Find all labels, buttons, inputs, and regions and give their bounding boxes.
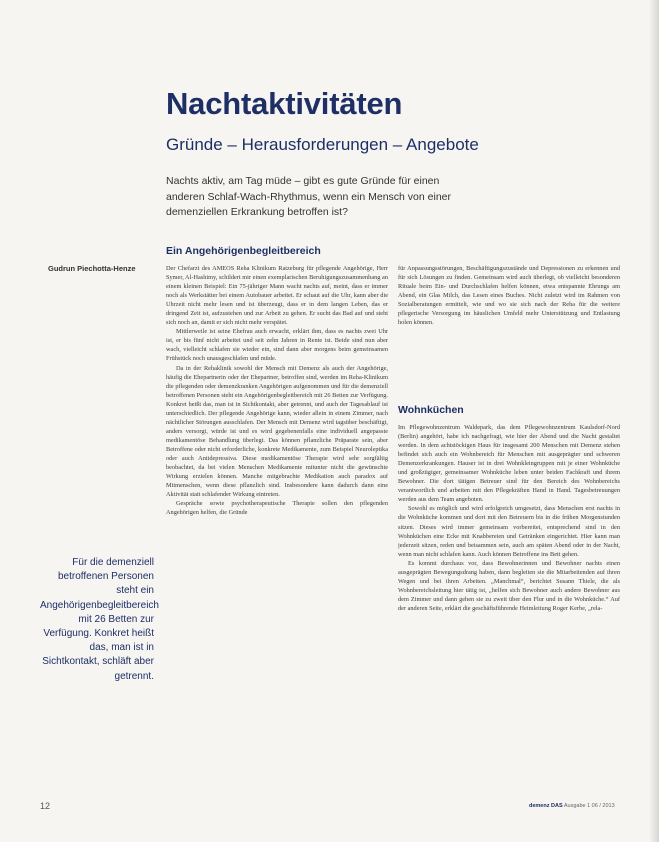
column-1 [166, 264, 388, 796]
column-2-top [398, 264, 620, 394]
paragraph: Da in der Rehaklinik sowohl der Mensch mit Demenz als auch der Angehörige, häufig die Ehepartnerin oder der Ehepartner, betroffen sind, werden im Reha-Klinikum die pflegenden oder demenzkranken Angehörigen aufgenommen und für die demenziell betroffenen Personen steht ein Angehörigenbegleitbereich mit 26 Betten zur Verfügung. Konkret heißt das, man ist in Sichtkontakt, aber getrennt, und auch der Tagesablauf ist unterschiedlich. Der pflegende Angehörige kann, wieder allein in einem Zimmer, nach nächtlicher Störungen ausschlafen. Der Mensch mit Demenz wird tagsüber beschäftigt, anders versorgt, würde ist und es wird gegebenenfalls eine individuell angepasste medikamentöse Behandlung überlegt. Das können pflanzliche Präparate sein, aber Betroffene oder nicht erforderliche, konkrete Medikamente, zum Beispiel Neuroleptika oder auch Antidepressiva. Diese medikamentöse Therapie wird sehr sorgfältig beobachtet, da bei vielen Menschen Medikamente mitunter nicht die gewünschte Wirkung erzielen können. Manche mitgebrachte Medikation auch paradox auf Mitmenschen, wenn diese pflanzlich sind. Insbesondere kann dadurch dann eine Aktivität statt schlafender Wirkung eintreten. [166, 364, 388, 499]
column-2-bottom [398, 423, 620, 796]
article-intro: Nachts aktiv, am Tag müde – gibt es gute Gründe für einen anderen Schlaf-Wach-Rhythmus, wenn ein Mensch von einer demenziellen Erkrankung betroffen ist? [166, 175, 452, 218]
paragraph: Der Chefarzt des AMEOS Reha Klinikum Ratzeburg für pflegende Angehörige, Herr Symer, Al-Hashimy, schildert mir einen exemplarischen Beruhigungszusammenhang an einem kleinen Beispiel: Ein 75-jähriger Mann wacht nachts auf, meint, dass er immer noch als Werkstätter bei einem Autobauer arbeitet. Er schaut auf die Uhr, kann aber die Uhrzeit nicht mehr lesen und ist überzeugt, dass er in dem langen Leben, das er dringend Zeit ist, aufzustehen und zur Arbeit zu gehen. Er sucht das Bad auf und steht sich noch an, damit er sich nicht mehr verspätet. [166, 265, 388, 327]
binding-shadow [649, 0, 659, 842]
article-subtitle: Gründe – Herausforderungen – Angebote [166, 135, 479, 154]
paragraph: für Anpassungsstörungen, Beschäftigungszustände und Depressionen zu erkennen und für sich Lösungen zu finden. Gemeinsam wird auch überlegt, ob vielleicht besonderen Rituale beim Ein- und Durchschlafen helfen können, etwa entspannte Ehrungs am Abend, ein Glas Milch, das Lesen eines Buches. Nicht zuletzt wird im Rahmen von Sozialberatungen ermittelt, wie und wo sie sich nach der Reha für die weitere pflegerische Versorgung im häuslichen Umfeld mehr Unterstützung und Entlastung holen können. [398, 265, 620, 327]
footer-magazine-info [529, 803, 615, 809]
article-title: Nachtaktivitäten [166, 86, 403, 121]
section-heading-angehoerigenbegleitbereich: Ein Angehörigenbegleitbereich [166, 245, 321, 257]
paragraph: Sowohl es möglich und wird erfolgreich umgesetzt, dass Menschen erst nachts in die Wohnküche kommen und dort mit den Betreuern bis in die frühen Morgenstunden sitzen. Dieses wird immer gemeinsam vorbereitet, entsprechend sind in den Wohnküchen eine Ecke mit Knabbereien und Getränken eingerichtet. Hier kann man jederzeit sitzen, reden und beisammen sein, auch am späten Abend oder in der Nacht, wenn man nicht schlafen kann. Auch können Betroffene ins Bett gehen. [398, 505, 620, 558]
issue-label: Ausgabe 1 06 / 2013 [563, 803, 615, 809]
section-heading-wohnkuechen: Wohnküchen [398, 404, 464, 416]
magazine-name: demenz DAS [529, 803, 563, 809]
paragraph: Es kommt durchaus vor, dass Bewohnerinnen und Bewohner nachts einen ausgeprägten Bewegungsdrang haben, dann begleiten sie die Mitarbeitenden auf ihren Wegen und bei ihren Arbeiten. „Manchmal“, berichtet Susann Thiele, die als Wohnbereichsleitung hier tätig ist, „helfen sich Bewohner auch andere Bewohner aus dem Zimmer und dann gehen sie zu zweit über den Flur und in die Wohnküche.“ Auf der anderen Seite, erklärt die geschäftsführende Heimleitung Roger Kerbe, „rela- [398, 559, 620, 612]
pull-quote: Für die demenziell betroffenen Personen steht ein Angehörigenbegleitbereich mit 26 Betten zur Verfügung. Konkret heißt das, man ist in Sichtkontakt, schläft aber getrennt. [40, 557, 159, 682]
paragraph: Mittlerweile ist seine Ehefrau auch erwacht, erklärt ihm, dass es nachts zwei Uhr ist, er bis fünf nicht arbeitet und seit zehn Jahren in Rente ist. Beide sind nun aber wach, vielleicht schlafen sie wieder ein, sind dann aber morgens beim gemeinsamen Frühstück noch unausgeschlafen und müde. [166, 328, 388, 363]
paragraph: Gespräche sowie psychotherapeutische Therapie sollen den pflegenden Angehörigen helfen, die Gründe [166, 500, 388, 517]
author-name: Gudrun Piechotta-Henze [48, 264, 136, 273]
page-number: 12 [40, 801, 51, 811]
paragraph: Im Pflegewohnzentrum Waldepark, das dem Pflegewohnzentrum Kaulsdorf-Nord (Berlin) angehört, habe ich nachgefragt, wie hier der Abend und die Nacht gestaltet werden. In dem achtstöckigen Haus für insgesamt 200 Menschen mit Demenz stehen befindet sich auch ein Wohnbereich für Menschen mit ausgeprägter und schweren Demenzerkrankungen. Hauser ist in drei Wohnkleingruppen mit je einer Wohnküche und großzügiger, gemeinsamer Wohnküche leben unter beiden Fachkraft und ihrem Bewohner. Die dort tätigen Betreuer sind für den Bereich des Wohnbereichs verantwortlich und arbeiten mit den Pflegekräften Hand in Hand. Tagesbetreuungen werden aus dem Team angeboten. [398, 424, 620, 504]
